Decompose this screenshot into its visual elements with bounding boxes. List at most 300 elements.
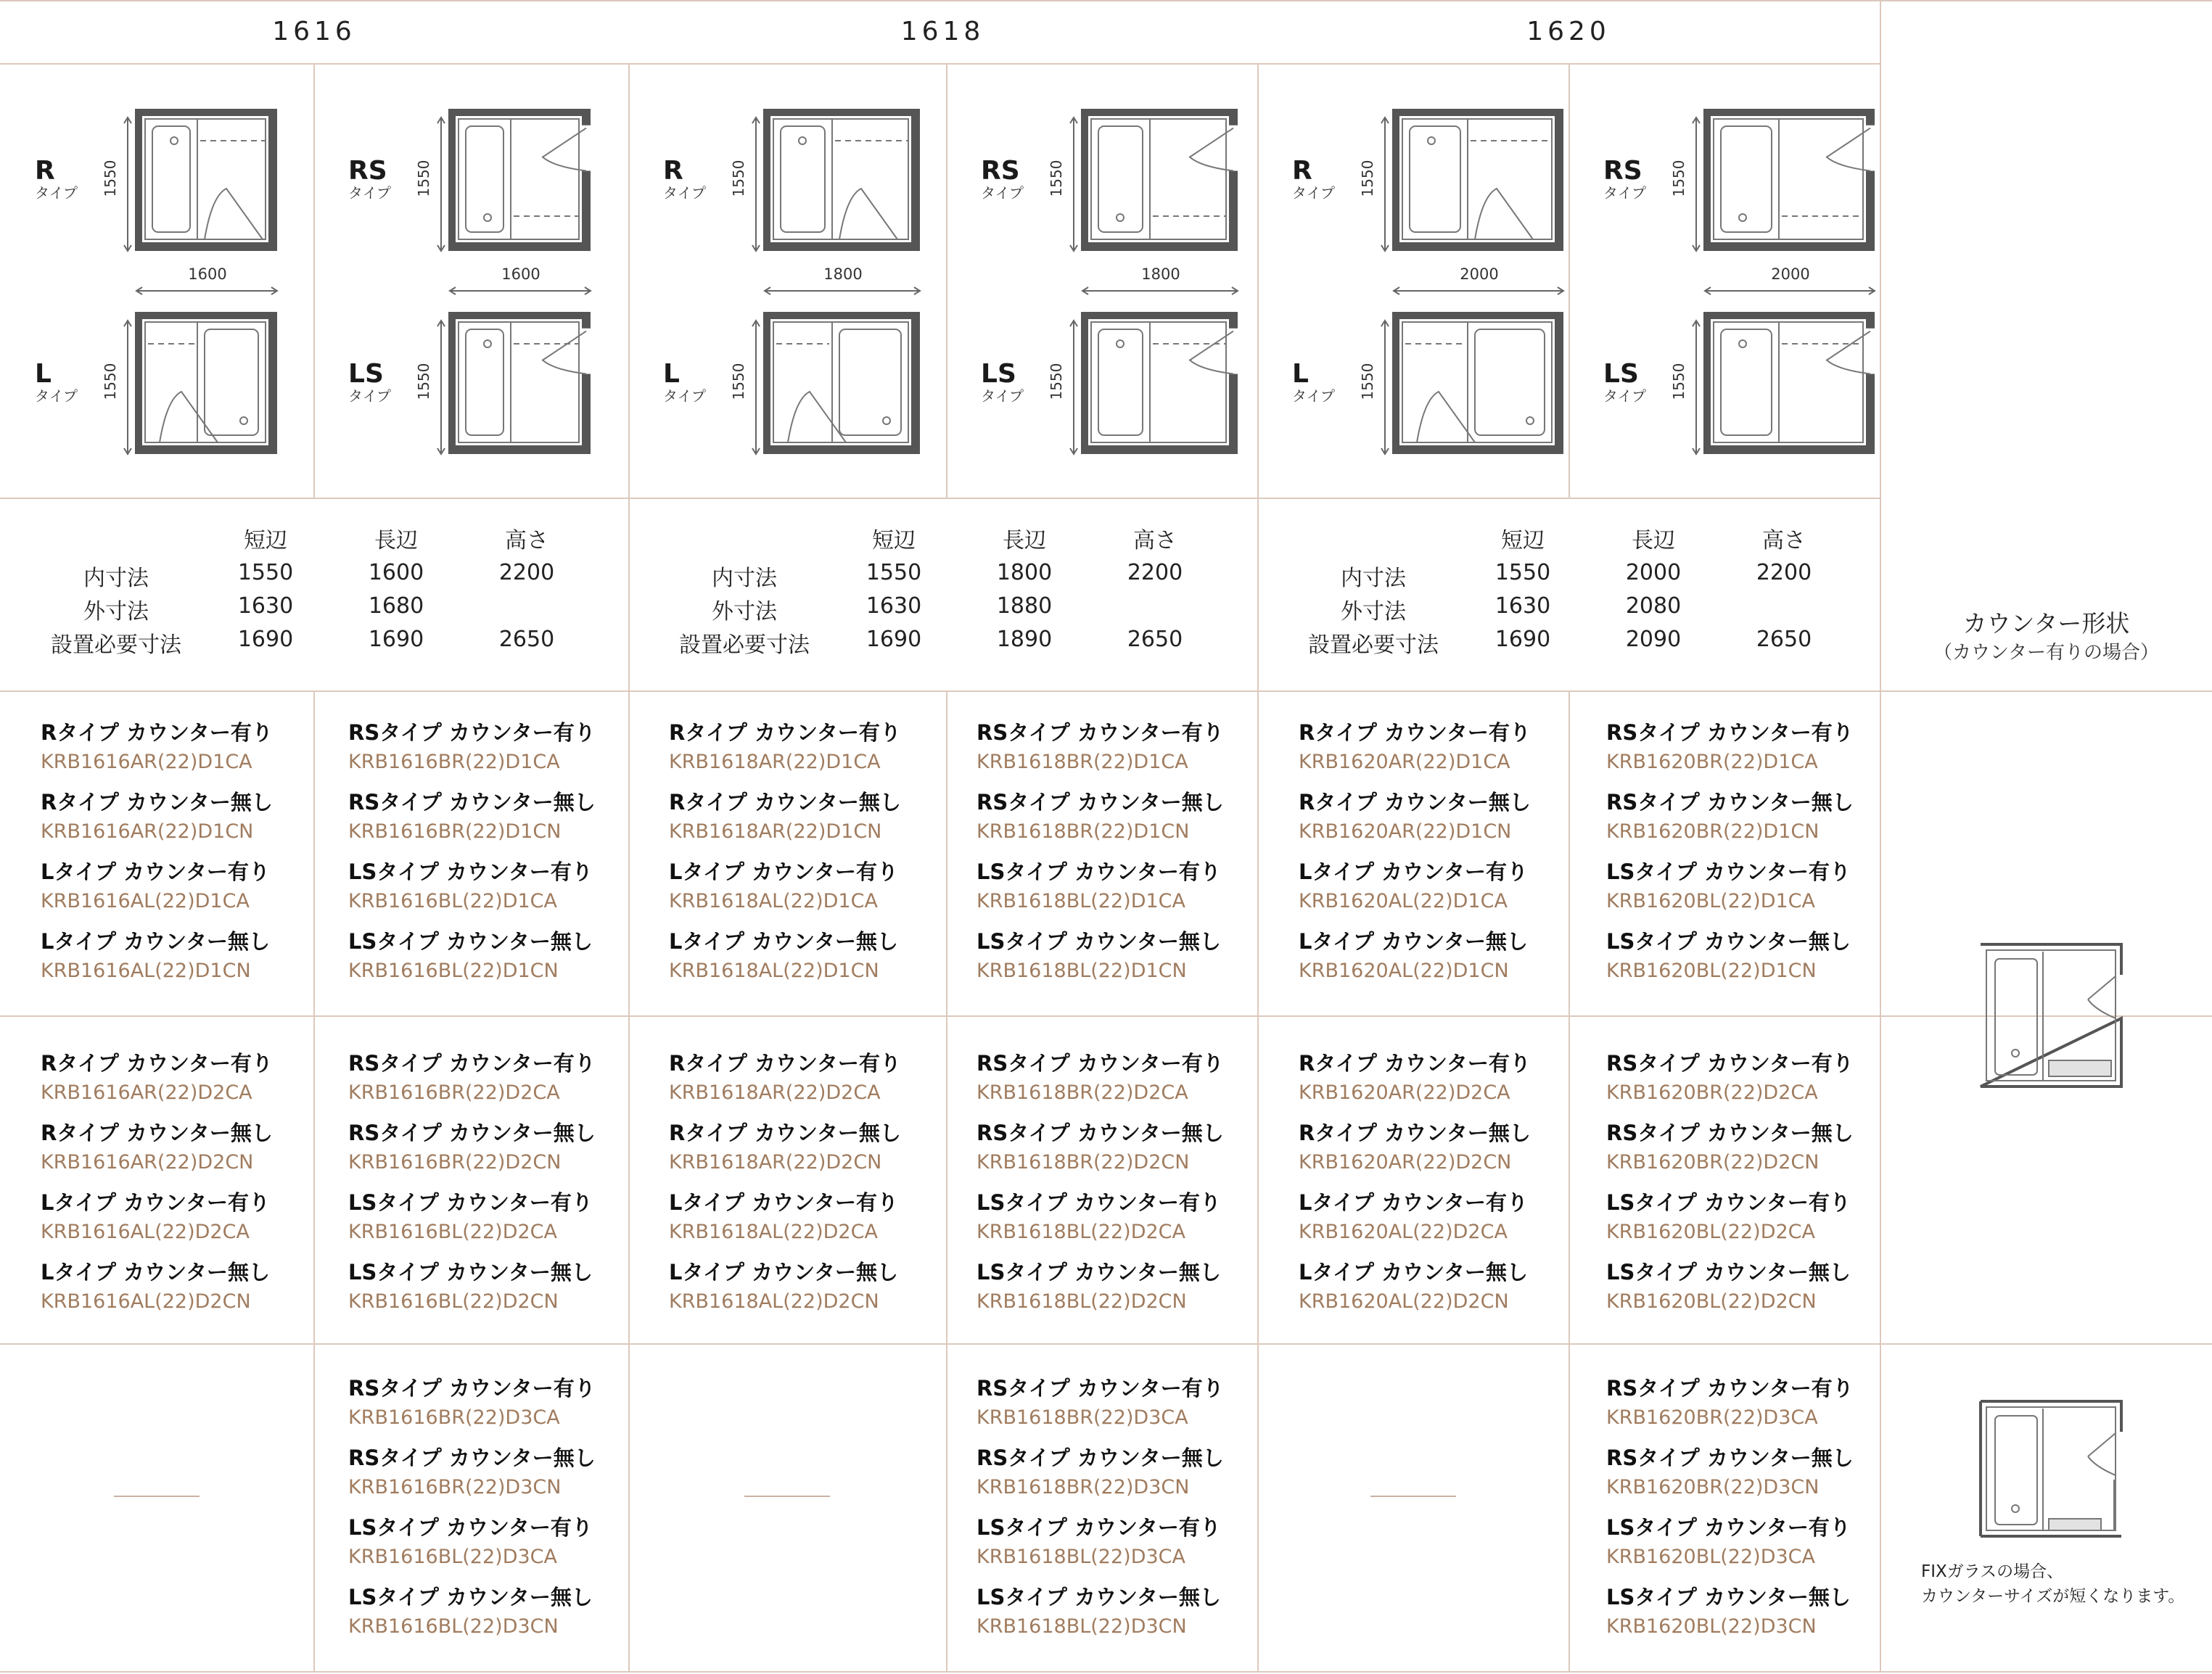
product-item [1606, 718, 1854, 788]
floor-plan-l-1616 [135, 312, 280, 464]
product-code: KRB1620BL(22)D2CA [1606, 1221, 1815, 1243]
type-label-r-1620 [1292, 158, 1335, 200]
product-item [348, 927, 596, 997]
counter-shape-diagram-d2 [1979, 943, 2124, 1091]
product-type-label: RSタイプ カウンター有り [977, 1376, 1224, 1401]
type-letter: L [35, 359, 52, 389]
product-type-label: LSタイプ カウンター無し [348, 1260, 593, 1285]
type-letter: LS [348, 359, 384, 389]
spec-value: 2200 [498, 560, 555, 585]
product-code: KRB1620BR(22)D1CA [1606, 751, 1818, 773]
product-code: KRB1618BL(22)D1CA [977, 890, 1185, 912]
spec-row-label: 設置必要寸法 [679, 632, 810, 658]
type-suffix: タイプ [1292, 387, 1335, 405]
product-item [1299, 1118, 1531, 1188]
product-item [977, 1513, 1224, 1583]
type-suffix: タイプ [35, 387, 78, 405]
empty-placeholder [1370, 1496, 1456, 1497]
fix-glass-note-line1: FIXガラスの場合、 [1921, 1562, 2064, 1581]
product-code: KRB1620AL(22)D1CA [1299, 890, 1508, 912]
spec-value: 1630 [237, 593, 294, 619]
product-cell-d2-3 [977, 1049, 1224, 1327]
product-code: KRB1616AL(22)D2CA [41, 1221, 250, 1243]
product-code: KRB1620AL(22)D2CN [1299, 1290, 1509, 1313]
product-code: KRB1618BL(22)D2CA [977, 1221, 1185, 1243]
type-letter: RS [348, 156, 387, 186]
type-letter: R [1292, 156, 1312, 186]
product-type-label: Rタイプ カウンター有り [1299, 1051, 1531, 1076]
product-cell-d1-3 [977, 718, 1224, 997]
product-type-label: Rタイプ カウンター無し [1299, 1121, 1531, 1145]
height-dimension-arrow [1069, 319, 1078, 457]
product-code: KRB1616BR(22)D2CA [348, 1081, 560, 1104]
counter-shape-title [1880, 608, 2212, 666]
product-type-label: LSタイプ カウンター無し [348, 929, 593, 954]
product-type-label: RSタイプ カウンター無し [348, 790, 596, 815]
product-type-label: Rタイプ カウンター無し [1299, 790, 1531, 815]
product-code: KRB1618BR(22)D1CN [977, 820, 1190, 843]
product-code: KRB1620AL(22)D2CA [1299, 1221, 1508, 1243]
floor-plan-rs-1620-svg [1703, 109, 1878, 261]
floor-plan-rs-1618 [1081, 109, 1241, 261]
type-letter: L [1292, 359, 1309, 389]
product-item [1606, 1583, 1854, 1652]
product-type-label: Lタイプ カウンター無し [41, 929, 270, 954]
product-type-label: RSタイプ カウンター有り [1606, 720, 1854, 745]
height-dimension-arrow [1069, 116, 1078, 254]
floor-plan-rs-1616 [448, 109, 593, 261]
product-type-label: Lタイプ カウンター有り [1299, 859, 1528, 884]
spec-value: 1600 [368, 560, 424, 585]
product-code: KRB1616AL(22)D1CN [41, 960, 251, 982]
floor-plan-rs-1618-svg [1081, 109, 1241, 261]
floor-plan-ls-1620 [1703, 312, 1878, 464]
product-item [1299, 788, 1531, 857]
product-item [1299, 857, 1531, 927]
height-dimension: 1550 [102, 160, 119, 197]
type-label-r-1618 [663, 158, 706, 200]
height-dimension: 1550 [730, 160, 747, 197]
product-type-label: Lタイプ カウンター有り [41, 1190, 270, 1215]
spec-row-label: 外寸法 [83, 599, 149, 624]
product-item [1606, 1118, 1854, 1188]
height-dimension: 1550 [1359, 160, 1376, 197]
product-code: KRB1618AL(22)D1CA [669, 890, 878, 912]
product-type-label: Rタイプ カウンター有り [41, 720, 273, 745]
product-code: KRB1620BL(22)D1CN [1606, 960, 1817, 982]
type-suffix: タイプ [981, 387, 1024, 405]
type-suffix: タイプ [35, 184, 78, 202]
spec-value: 1550 [237, 560, 294, 585]
height-dimension-arrow [123, 319, 132, 457]
product-type-label: Rタイプ カウンター無し [41, 790, 273, 815]
product-code: KRB1616AR(22)D1CN [41, 820, 254, 843]
product-type-label: LSタイプ カウンター無し [348, 1585, 593, 1609]
height-dimension: 1550 [415, 160, 432, 197]
product-type-label: LSタイプ カウンター有り [977, 1515, 1221, 1540]
counter-shape-diagram-d3 [1979, 1400, 2124, 1541]
product-item [348, 857, 596, 927]
product-cell-d3-5 [1606, 1374, 1854, 1652]
height-dimension: 1550 [1359, 363, 1376, 400]
product-item [348, 1583, 596, 1652]
rule-col-d [1257, 64, 1259, 1673]
width-dimension-arrow [1703, 286, 1878, 296]
product-code: KRB1616BL(22)D2CN [348, 1290, 559, 1313]
type-suffix: タイプ [1603, 184, 1646, 202]
floor-plan-r-1620-svg [1392, 109, 1566, 261]
product-item [669, 1118, 901, 1188]
product-item [1299, 1049, 1531, 1118]
product-code: KRB1618BR(22)D3CN [977, 1476, 1190, 1498]
spec-value: 1690 [866, 627, 922, 652]
floor-plan-r-1616-svg [135, 109, 280, 261]
product-code: KRB1618AL(22)D1CN [669, 960, 879, 982]
spec-header: 高さ [1762, 528, 1806, 553]
floor-plan-l-1616-svg [135, 312, 280, 464]
width-dimension-arrow [1392, 286, 1566, 296]
product-item [348, 1049, 596, 1118]
product-code: KRB1620BL(22)D3CN [1606, 1615, 1817, 1638]
type-label-rs-1620 [1603, 158, 1646, 200]
spec-value: 1800 [996, 560, 1053, 585]
product-code: KRB1618BR(22)D2CA [977, 1081, 1188, 1104]
type-suffix: タイプ [348, 184, 391, 202]
spec-table-1616 [0, 522, 622, 667]
floor-plan-l-1620 [1392, 312, 1566, 464]
product-cell-d2-5 [1606, 1049, 1854, 1327]
product-cell-d1-0 [41, 718, 273, 997]
product-type-label: Rタイプ カウンター有り [669, 1051, 901, 1076]
product-code: KRB1618BR(22)D3CA [977, 1406, 1188, 1429]
product-code: KRB1620AR(22)D1CA [1299, 751, 1510, 773]
product-code: KRB1616BL(22)D3CN [348, 1615, 559, 1638]
product-item [41, 1118, 273, 1188]
product-type-label: Rタイプ カウンター無し [41, 1121, 273, 1145]
height-dimension-arrow [437, 319, 445, 457]
type-label-ls-1616 [348, 361, 391, 403]
size-title-1620: 1620 [1526, 17, 1611, 46]
product-type-label: RSタイプ カウンター無し [1606, 790, 1854, 815]
type-suffix: タイプ [981, 184, 1024, 202]
height-dimension: 1550 [1048, 363, 1065, 400]
spec-row-label: 内寸法 [83, 566, 149, 591]
product-code: KRB1618BL(22)D3CA [977, 1546, 1185, 1568]
width-dimension: 1800 [823, 265, 863, 283]
product-type-label: LSタイプ カウンター有り [977, 1190, 1221, 1215]
size-title-1618: 1618 [900, 17, 985, 46]
height-dimension-arrow [1692, 319, 1701, 457]
product-type-label: LSタイプ カウンター有り [977, 859, 1221, 884]
width-dimension: 1600 [188, 265, 227, 283]
spec-header: 長辺 [1632, 528, 1675, 553]
product-item [1606, 1188, 1854, 1258]
product-item [1606, 927, 1854, 997]
product-code: KRB1616BR(22)D2CN [348, 1151, 562, 1174]
product-item [41, 788, 273, 857]
product-item [348, 1513, 596, 1583]
product-type-label: Rタイプ カウンター無し [669, 790, 901, 815]
spec-table-1620 [1257, 522, 1880, 667]
spec-value: 1890 [996, 627, 1053, 652]
product-type-label: RSタイプ カウンター有り [977, 720, 1224, 745]
product-type-label: LSタイプ カウンター有り [348, 859, 593, 884]
floor-plan-r-1618 [763, 109, 923, 261]
spec-value: 2650 [1127, 627, 1183, 652]
spec-value: 1630 [1494, 593, 1551, 619]
product-code: KRB1620BL(22)D2CN [1606, 1290, 1817, 1313]
floor-plan-l-1618-svg [763, 312, 923, 464]
spec-value: 1550 [1494, 560, 1551, 585]
floor-plan-rs-1620 [1703, 109, 1878, 261]
type-label-ls-1618 [981, 361, 1024, 403]
rule-plans [0, 498, 1880, 499]
product-type-label: LSタイプ カウンター有り [348, 1515, 593, 1540]
counter-shape-heading: カウンター形状 [1962, 609, 2130, 638]
product-cell-d2-4 [1299, 1049, 1531, 1327]
height-dimension: 1550 [1670, 160, 1687, 197]
height-dimension: 1550 [1670, 363, 1687, 400]
product-code: KRB1616AR(22)D2CA [41, 1081, 252, 1104]
rule-col-c-b [946, 690, 947, 1673]
product-type-label: RSタイプ カウンター有り [977, 1051, 1224, 1076]
type-suffix: タイプ [663, 184, 706, 202]
rule-col-b [628, 64, 630, 1673]
spec-header: 短辺 [1501, 528, 1545, 553]
product-item [669, 1258, 901, 1327]
product-item [977, 857, 1224, 927]
product-type-label: Rタイプ カウンター有り [1299, 720, 1531, 745]
product-code: KRB1618AL(22)D2CA [669, 1221, 878, 1243]
product-code: KRB1616AL(22)D1CA [41, 890, 250, 912]
product-item [348, 1188, 596, 1258]
product-code: KRB1616BL(22)D1CA [348, 890, 557, 912]
product-code: KRB1620BR(22)D2CA [1606, 1081, 1818, 1104]
type-label-l-1616 [35, 361, 78, 403]
product-item [1299, 1188, 1531, 1258]
spec-value: 2650 [1756, 627, 1812, 652]
product-code: KRB1618BR(22)D2CN [977, 1151, 1190, 1174]
product-code: KRB1618BL(22)D3CN [977, 1615, 1187, 1638]
product-type-label: LSタイプ カウンター無し [1606, 929, 1851, 954]
product-type-label: Rタイプ カウンター無し [669, 1121, 901, 1145]
product-type-label: RSタイプ カウンター無し [977, 790, 1224, 815]
fix-glass-note [1921, 1559, 2184, 1609]
height-dimension: 1550 [1048, 160, 1065, 197]
product-type-label: LSタイプ カウンター無し [977, 1585, 1221, 1609]
product-code: KRB1620BR(22)D3CA [1606, 1406, 1818, 1429]
spec-row-label: 設置必要寸法 [51, 632, 181, 658]
floor-plan-r-1618-svg [763, 109, 923, 261]
product-item [348, 1374, 596, 1443]
product-item [1606, 788, 1854, 857]
type-letter: R [35, 156, 55, 186]
product-code: KRB1620AR(22)D1CN [1299, 820, 1512, 843]
product-item [348, 1443, 596, 1513]
product-item [669, 857, 901, 927]
product-code: KRB1618AR(22)D2CA [669, 1081, 881, 1104]
product-type-label: RSタイプ カウンター無し [348, 1121, 596, 1145]
product-code: KRB1620AL(22)D1CN [1299, 960, 1509, 982]
empty-placeholder [744, 1496, 830, 1497]
spec-value: 1880 [996, 593, 1053, 619]
spec-row-label: 外寸法 [1341, 599, 1406, 624]
product-item [41, 857, 273, 927]
product-item [348, 718, 596, 788]
product-code: KRB1620AR(22)D2CN [1299, 1151, 1512, 1174]
type-letter: R [663, 156, 683, 186]
product-cell-d2-0 [41, 1049, 273, 1327]
product-cell-d1-5 [1606, 718, 1854, 997]
product-type-label: LSタイプ カウンター有り [1606, 1515, 1851, 1540]
product-item [1299, 718, 1531, 788]
product-cell-d1-1 [348, 718, 596, 997]
product-item [1606, 1258, 1854, 1327]
width-dimension-arrow [1081, 286, 1241, 296]
fix-glass-note-line2: カウンターサイズが短くなります。 [1921, 1587, 2185, 1606]
product-code: KRB1616BL(22)D1CN [348, 960, 559, 982]
spec-row-label: 設置必要寸法 [1308, 632, 1439, 658]
product-code: KRB1618AL(22)D2CN [669, 1290, 879, 1313]
type-suffix: タイプ [1292, 184, 1335, 202]
product-type-label: Lタイプ カウンター有り [1299, 1190, 1528, 1215]
spec-header: 短辺 [244, 528, 287, 553]
spec-value: 1690 [237, 627, 294, 652]
size-title-1616: 1616 [272, 17, 356, 46]
product-item [1606, 1443, 1854, 1513]
product-item [41, 1188, 273, 1258]
product-code: KRB1618AR(22)D1CN [669, 820, 882, 843]
spec-header: 長辺 [374, 528, 418, 553]
spec-value: 2200 [1756, 560, 1812, 585]
height-dimension-arrow [1381, 319, 1389, 457]
spec-value: 2090 [1625, 627, 1682, 652]
product-type-label: Rタイプ カウンター有り [669, 720, 901, 745]
product-item [977, 1443, 1224, 1513]
product-type-label: RSタイプ カウンター無し [977, 1121, 1224, 1145]
product-type-label: LSタイプ カウンター無し [977, 1260, 1221, 1285]
floor-plan-l-1620-svg [1392, 312, 1566, 464]
spec-value: 2200 [1127, 560, 1183, 585]
product-code: KRB1620BR(22)D2CN [1606, 1151, 1820, 1174]
type-suffix: タイプ [348, 387, 391, 405]
product-item [348, 788, 596, 857]
product-type-label: LSタイプ カウンター有り [1606, 859, 1851, 884]
product-code: KRB1616AL(22)D2CN [41, 1290, 251, 1313]
spec-value: 2080 [1625, 593, 1682, 619]
spec-header: 高さ [505, 528, 548, 553]
type-label-r-1616 [35, 158, 78, 200]
floor-plan-l-1618 [763, 312, 923, 464]
height-dimension-arrow [123, 116, 132, 254]
product-item [1606, 857, 1854, 927]
product-item [41, 718, 273, 788]
rule-col-a-b [313, 690, 315, 1673]
product-item [348, 1258, 596, 1327]
product-item [41, 1049, 273, 1118]
width-dimension-arrow [763, 286, 923, 296]
product-code: KRB1618BL(22)D2CN [977, 1290, 1187, 1313]
spec-row-label: 外寸法 [712, 599, 777, 624]
product-type-label: LSタイプ カウンター有り [1606, 1190, 1851, 1215]
spec-value: 1680 [368, 593, 424, 619]
counter-plan-d3-svg [1979, 1400, 2124, 1538]
product-item [977, 1258, 1224, 1327]
type-label-l-1618 [663, 361, 706, 403]
floor-plan-ls-1620-svg [1703, 312, 1878, 464]
product-type-label: Lタイプ カウンター有り [669, 859, 898, 884]
product-item [977, 788, 1224, 857]
product-type-label: RSタイプ カウンター無し [348, 1446, 596, 1470]
product-type-label: Lタイプ カウンター無し [669, 929, 898, 954]
product-type-label: LSタイプ カウンター無し [977, 929, 1221, 954]
product-type-label: Lタイプ カウンター無し [1299, 929, 1528, 954]
product-item [977, 1374, 1224, 1443]
product-type-label: RSタイプ カウンター有り [1606, 1376, 1854, 1401]
product-code: KRB1618AR(22)D1CA [669, 751, 881, 773]
floor-plan-r-1616 [135, 109, 280, 261]
product-item [41, 927, 273, 997]
product-code: KRB1620BR(22)D1CN [1606, 820, 1820, 843]
width-dimension: 2000 [1460, 265, 1499, 283]
spec-header: 短辺 [872, 528, 916, 553]
product-type-label: RSタイプ カウンター有り [348, 1376, 596, 1401]
product-item [977, 1583, 1224, 1652]
product-item [669, 718, 901, 788]
spec-row-label: 内寸法 [712, 566, 777, 591]
floor-plan-ls-1616-svg [448, 312, 593, 464]
rule-col-c [946, 64, 947, 498]
spec-table-1618 [628, 522, 1251, 667]
type-letter: RS [981, 156, 1020, 186]
product-type-label: Lタイプ カウンター無し [669, 1260, 898, 1285]
height-dimension-arrow [752, 319, 760, 457]
product-type-label: RSタイプ カウンター無し [977, 1446, 1224, 1470]
product-code: KRB1616BL(22)D2CA [348, 1221, 557, 1243]
product-item [669, 788, 901, 857]
product-code: KRB1618AR(22)D2CN [669, 1151, 882, 1174]
product-type-label: Lタイプ カウンター無し [41, 1260, 270, 1285]
type-letter: RS [1603, 156, 1642, 186]
width-dimension: 1800 [1141, 265, 1180, 283]
product-type-label: Rタイプ カウンター有り [41, 1051, 273, 1076]
spec-value: 1550 [866, 560, 922, 585]
product-item [1299, 927, 1531, 997]
product-item [1606, 1513, 1854, 1583]
type-label-ls-1620 [1603, 361, 1646, 403]
rule-col-a [313, 64, 315, 498]
height-dimension: 1550 [415, 363, 432, 400]
width-dimension-arrow [448, 286, 593, 296]
product-item [977, 1118, 1224, 1188]
product-code: KRB1616BR(22)D3CA [348, 1406, 560, 1429]
product-code: KRB1616AR(22)D2CN [41, 1151, 254, 1174]
spec-value: 2650 [498, 627, 555, 652]
floor-plan-rs-1616-svg [448, 109, 593, 261]
height-dimension-arrow [1692, 116, 1701, 254]
spec-value: 1630 [866, 593, 922, 619]
product-code: KRB1616AR(22)D1CA [41, 751, 252, 773]
product-type-label: Lタイプ カウンター有り [41, 859, 270, 884]
product-type-label: Lタイプ カウンター無し [1299, 1260, 1528, 1285]
rule-col-e-b [1568, 690, 1570, 1673]
product-type-label: RSタイプ カウンター有り [348, 720, 596, 745]
spec-value: 2000 [1625, 560, 1682, 585]
product-item [348, 1118, 596, 1188]
rule-col-f [1880, 0, 1881, 1673]
product-type-label: LSタイプ カウンター無し [1606, 1260, 1851, 1285]
height-dimension: 1550 [102, 363, 119, 400]
